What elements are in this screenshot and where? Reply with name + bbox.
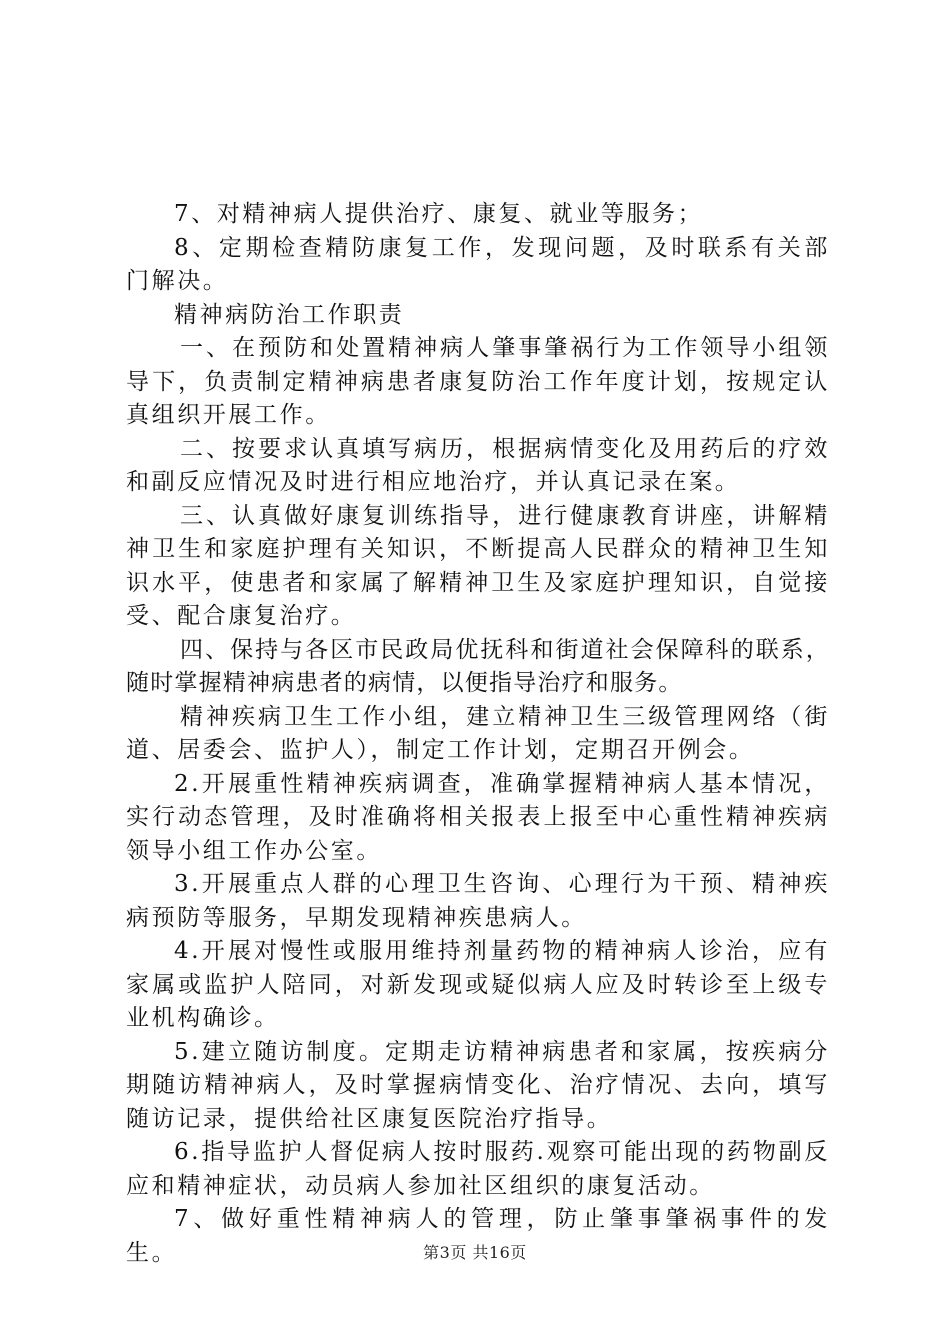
page-footer: 第3页 共16页 (423, 1243, 527, 1262)
section-heading-duties: 精神病防治工作职责 (174, 301, 405, 328)
paragraph-duty-4: 四、保持与各区市民政局优抚科和街道社会保障科的联系，随时掌握精神病患者的病情，以便指导治疗和服务。 (126, 636, 830, 696)
paragraph-duty-1: 一、在预防和处置精神病人肇事肇祸行为工作领导小组领导下，负责制定精神病患者康复防治工作年度计划，按规定认真组织开展工作。 (126, 335, 830, 428)
paragraph-duty-2: 二、按要求认真填写病历，根据病情变化及用药后的疗效和副反应情况及时进行相应地治疗，并认真记录在案。 (126, 435, 830, 495)
paragraph-duty-3: 三、认真做好康复训练指导，进行健康教育讲座，讲解精神卫生和家庭护理有关知识，不断提高人民群众的精神卫生知识水平，使患者和家属了解精神卫生及家庭护理知识，自觉接受、配合康复治疗。 (126, 502, 830, 629)
paragraph-item-8-inspection: 8、定期检查精防康复工作，发现问题，及时联系有关部门解决。 (126, 234, 830, 294)
paragraph-task-5: 5.建立随访制度。定期走访精神病患者和家属，按疾病分期随访精神病人，及时掌握病情变化、治疗情况、去向，填写随访记录，提供给社区康复医院治疗指导。 (126, 1038, 830, 1132)
paragraph-task-4: 4.开展对慢性或服用维持剂量药物的精神病人诊治，应有家属或监护人陪同，对新发现或疑似病人应及时转诊至上级专业机构确诊。 (126, 938, 830, 1031)
paragraph-task-6: 6.指导监护人督促病人按时服药.观察可能出现的药物副反应和精神症状，动员病人参加社区组织的康复活动。 (126, 1139, 830, 1199)
paragraph-item-7-services: 7、对精神病人提供治疗、康复、就业等服务； (174, 201, 704, 227)
paragraph-task-2: 2.开展重性精神疾病调查，准确掌握精神病人基本情况，实行动态管理，及时准确将相关报表上报至中心重性精神疾病领导小组工作办公室。 (126, 770, 830, 864)
paragraph-task-7: 7、做好重性精神病人的管理，防止肇事肇祸事件的发生。 (126, 1206, 830, 1266)
paragraph-task-3: 3.开展重点人群的心理卫生咨询、心理行为干预、精神疾病预防等服务，早期发现精神疾患病人。 (126, 871, 830, 931)
document-body (126, 198, 830, 1270)
paragraph-working-group: 精神疾病卫生工作小组，建立精神卫生三级管理网络（街道、居委会、监护人），制定工作计划，定期召开例会。 (126, 703, 830, 763)
